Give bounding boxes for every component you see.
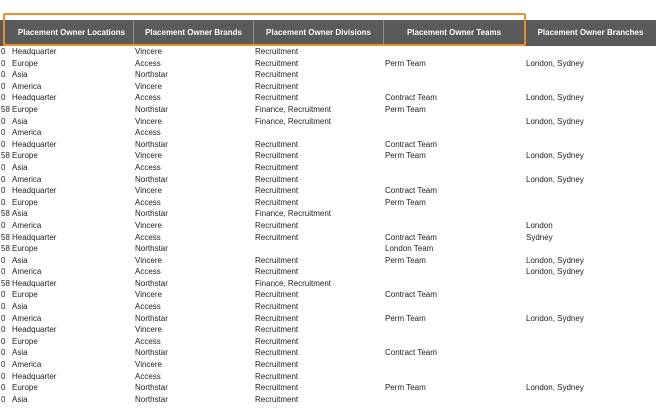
brand-cell: Vincere	[135, 81, 162, 91]
division-cell: Recruitment	[255, 267, 299, 277]
table-row[interactable]	[0, 92, 656, 104]
brand-cell: Northstar	[135, 244, 168, 254]
table-row[interactable]	[0, 394, 656, 406]
table-row[interactable]	[0, 359, 656, 371]
location-cell: Headquarter	[12, 232, 57, 242]
brand-cell: Northstar	[135, 139, 168, 149]
location-cell: Europe	[12, 104, 38, 114]
team-cell: London Team	[385, 244, 434, 254]
row-id-cell: 0	[1, 360, 6, 370]
table-row[interactable]	[0, 278, 656, 290]
team-cell: Contract Team	[385, 290, 437, 300]
location-cell: Headquarter	[12, 278, 57, 288]
location-cell: Asia	[12, 302, 28, 312]
team-cell: Perm Team	[385, 313, 426, 323]
division-cell: Recruitment	[255, 70, 299, 80]
brand-cell: Access	[135, 58, 161, 68]
location-cell: Europe	[12, 383, 38, 393]
row-id-cell: 0	[1, 313, 6, 323]
row-id-cell: 0	[1, 325, 6, 335]
division-cell: Recruitment	[255, 336, 299, 346]
team-cell: Perm Team	[385, 383, 426, 393]
row-id-cell: 58	[1, 244, 10, 254]
table-row[interactable]	[0, 185, 656, 197]
brand-cell: Northstar	[135, 209, 168, 219]
brand-cell: Access	[135, 128, 161, 138]
column-header-brands[interactable]: Placement Owner Brands	[134, 20, 254, 46]
branch-cell: London, Sydney	[526, 255, 584, 265]
table-row[interactable]	[0, 382, 656, 394]
row-id-cell: 0	[1, 70, 6, 80]
division-cell: Recruitment	[255, 174, 299, 184]
table-row[interactable]	[0, 371, 656, 383]
brand-cell: Northstar	[135, 70, 168, 80]
branch-cell: London, Sydney	[526, 116, 584, 126]
location-cell: Europe	[12, 290, 38, 300]
table-row[interactable]	[0, 266, 656, 278]
branch-cell: London	[526, 220, 553, 230]
location-cell: Asia	[12, 70, 28, 80]
brand-cell: Northstar	[135, 348, 168, 358]
division-cell: Finance, Recruitment	[255, 104, 332, 114]
location-cell: America	[12, 267, 42, 277]
division-cell: Recruitment	[255, 220, 299, 230]
division-cell: Recruitment	[255, 58, 299, 68]
team-cell: Contract Team	[385, 139, 437, 149]
table-row[interactable]	[0, 162, 656, 174]
table-row[interactable]	[0, 336, 656, 348]
row-id-cell: 0	[1, 371, 6, 381]
branch-cell: London, Sydney	[526, 93, 584, 103]
location-cell: Europe	[12, 244, 38, 254]
team-cell: Perm Team	[385, 151, 426, 161]
location-cell: Headquarter	[12, 325, 57, 335]
table-row[interactable]	[0, 69, 656, 81]
brand-cell: Access	[135, 232, 161, 242]
location-cell: Europe	[12, 58, 38, 68]
row-id-cell: 0	[1, 197, 6, 207]
brand-cell: Access	[135, 267, 161, 277]
location-cell: Headquarter	[12, 139, 57, 149]
team-cell: Perm Team	[385, 104, 426, 114]
row-id-cell: 58	[1, 232, 10, 242]
row-id-cell: 0	[1, 128, 6, 138]
table-row[interactable]	[0, 81, 656, 93]
table-row[interactable]	[0, 243, 656, 255]
brand-cell: Northstar	[135, 174, 168, 184]
row-id-cell: 58	[1, 278, 10, 288]
brand-cell: Vincere	[135, 360, 162, 370]
division-cell: Recruitment	[255, 255, 299, 265]
row-id-cell: 0	[1, 267, 6, 277]
location-cell: America	[12, 313, 42, 323]
table-row[interactable]	[0, 313, 656, 325]
division-cell: Recruitment	[255, 93, 299, 103]
row-id-cell: 58	[1, 104, 10, 114]
table-row[interactable]	[0, 289, 656, 301]
row-id-cell: 0	[1, 290, 6, 300]
brand-cell: Vincere	[135, 186, 162, 196]
table-row[interactable]	[0, 139, 656, 151]
branch-cell: London, Sydney	[526, 58, 584, 68]
division-cell: Recruitment	[255, 186, 299, 196]
team-cell: Perm Team	[385, 58, 426, 68]
location-cell: Asia	[12, 209, 28, 219]
brand-cell: Access	[135, 336, 161, 346]
team-cell: Contract Team	[385, 232, 437, 242]
table-row[interactable]	[0, 116, 656, 128]
location-cell: Europe	[12, 336, 38, 346]
table-row[interactable]	[0, 127, 656, 139]
division-cell: Recruitment	[255, 197, 299, 207]
brand-cell: Northstar	[135, 104, 168, 114]
location-cell: Asia	[12, 348, 28, 358]
team-cell: Contract Team	[385, 348, 437, 358]
brand-cell: Vincere	[135, 255, 162, 265]
division-cell: Recruitment	[255, 325, 299, 335]
row-id-cell: 0	[1, 255, 6, 265]
table-row[interactable]	[0, 104, 656, 116]
column-header-divisions[interactable]: Placement Owner Divisions	[254, 20, 384, 46]
row-id-cell: 0	[1, 348, 6, 358]
brand-cell: Access	[135, 93, 161, 103]
table-row[interactable]	[0, 208, 656, 220]
row-id-cell: 0	[1, 93, 6, 103]
division-cell: Recruitment	[255, 394, 299, 404]
division-cell: Recruitment	[255, 232, 299, 242]
location-cell: Headquarter	[12, 47, 57, 56]
brand-cell: Access	[135, 302, 161, 312]
table-row[interactable]	[0, 220, 656, 232]
brand-cell: Vincere	[135, 325, 162, 335]
table-row[interactable]	[0, 324, 656, 336]
location-cell: America	[12, 220, 42, 230]
team-cell: Contract Team	[385, 186, 437, 196]
row-id-cell: 0	[1, 47, 6, 56]
row-id-cell: 0	[1, 336, 6, 346]
division-cell: Recruitment	[255, 139, 299, 149]
brand-cell: Access	[135, 197, 161, 207]
row-id-cell: 0	[1, 394, 6, 404]
brand-cell: Vincere	[135, 290, 162, 300]
brand-cell: Vincere	[135, 220, 162, 230]
division-cell: Finance, Recruitment	[255, 209, 332, 219]
location-cell: America	[12, 128, 42, 138]
division-cell: Recruitment	[255, 371, 299, 381]
location-cell: Headquarter	[12, 186, 57, 196]
table-row[interactable]	[0, 174, 656, 186]
table-row[interactable]	[0, 347, 656, 359]
row-id-cell: 0	[1, 162, 6, 172]
brand-cell: Access	[135, 371, 161, 381]
location-cell: Asia	[12, 116, 28, 126]
table-row[interactable]	[0, 301, 656, 313]
location-cell: America	[12, 174, 42, 184]
location-cell: Asia	[12, 394, 28, 404]
brand-cell: Access	[135, 162, 161, 172]
location-cell: Europe	[12, 151, 38, 161]
table-row[interactable]	[0, 197, 656, 209]
branch-cell: London, Sydney	[526, 174, 584, 184]
location-cell: Asia	[12, 255, 28, 265]
row-id-cell: 0	[1, 186, 6, 196]
location-cell: Europe	[12, 197, 38, 207]
table-body	[0, 46, 656, 405]
location-cell: America	[12, 81, 42, 91]
table-row[interactable]	[0, 58, 656, 70]
column-header-branches[interactable]: Placement Owner Branches	[537, 28, 644, 37]
brand-cell: Northstar	[135, 383, 168, 393]
division-cell: Recruitment	[255, 383, 299, 393]
location-cell: America	[12, 360, 42, 370]
table-row[interactable]	[0, 150, 656, 162]
division-cell: Recruitment	[255, 47, 299, 56]
row-id-cell: 58	[1, 151, 10, 161]
division-cell: Recruitment	[255, 151, 299, 161]
row-id-cell: 0	[1, 174, 6, 184]
brand-cell: Northstar	[135, 278, 168, 288]
location-cell: Headquarter	[12, 93, 57, 103]
row-id-cell: 0	[1, 383, 6, 393]
column-header-locations[interactable]: Placement Owner Locations	[10, 20, 134, 46]
division-cell: Recruitment	[255, 162, 299, 172]
table-row[interactable]	[0, 232, 656, 244]
location-cell: Headquarter	[12, 371, 57, 381]
row-id-cell: 0	[1, 81, 6, 91]
branch-cell: London, Sydney	[526, 267, 584, 277]
division-cell: Recruitment	[255, 313, 299, 323]
branch-cell: London, Sydney	[526, 383, 584, 393]
division-cell: Recruitment	[255, 360, 299, 370]
branch-cell: London, Sydney	[526, 151, 584, 161]
branch-cell: London, Sydney	[526, 313, 584, 323]
column-header-teams[interactable]: Placement Owner Teams	[384, 20, 525, 46]
brand-cell: Vincere	[135, 47, 162, 56]
table-header-row	[0, 20, 656, 46]
table-row[interactable]	[0, 46, 656, 58]
team-cell: Contract Team	[385, 93, 437, 103]
row-id-cell: 0	[1, 58, 6, 68]
division-cell: Recruitment	[255, 81, 299, 91]
division-cell: Finance, Recruitment	[255, 116, 332, 126]
brand-cell: Vincere	[135, 151, 162, 161]
table-row[interactable]	[0, 255, 656, 267]
row-id-cell: 0	[1, 220, 6, 230]
brand-cell: Vincere	[135, 116, 162, 126]
row-id-cell: 58	[1, 209, 10, 219]
row-id-cell: 0	[1, 139, 6, 149]
branch-cell: Sydney	[526, 232, 553, 242]
brand-cell: Northstar	[135, 394, 168, 404]
team-cell: Perm Team	[385, 255, 426, 265]
team-cell: Perm Team	[385, 197, 426, 207]
row-id-cell: 0	[1, 116, 6, 126]
brand-cell: Northstar	[135, 313, 168, 323]
location-cell: Asia	[12, 162, 28, 172]
division-cell: Finance, Recruitment	[255, 278, 332, 288]
row-id-cell: 0	[1, 302, 6, 312]
division-cell: Recruitment	[255, 348, 299, 358]
division-cell: Recruitment	[255, 290, 299, 300]
division-cell: Recruitment	[255, 302, 299, 312]
